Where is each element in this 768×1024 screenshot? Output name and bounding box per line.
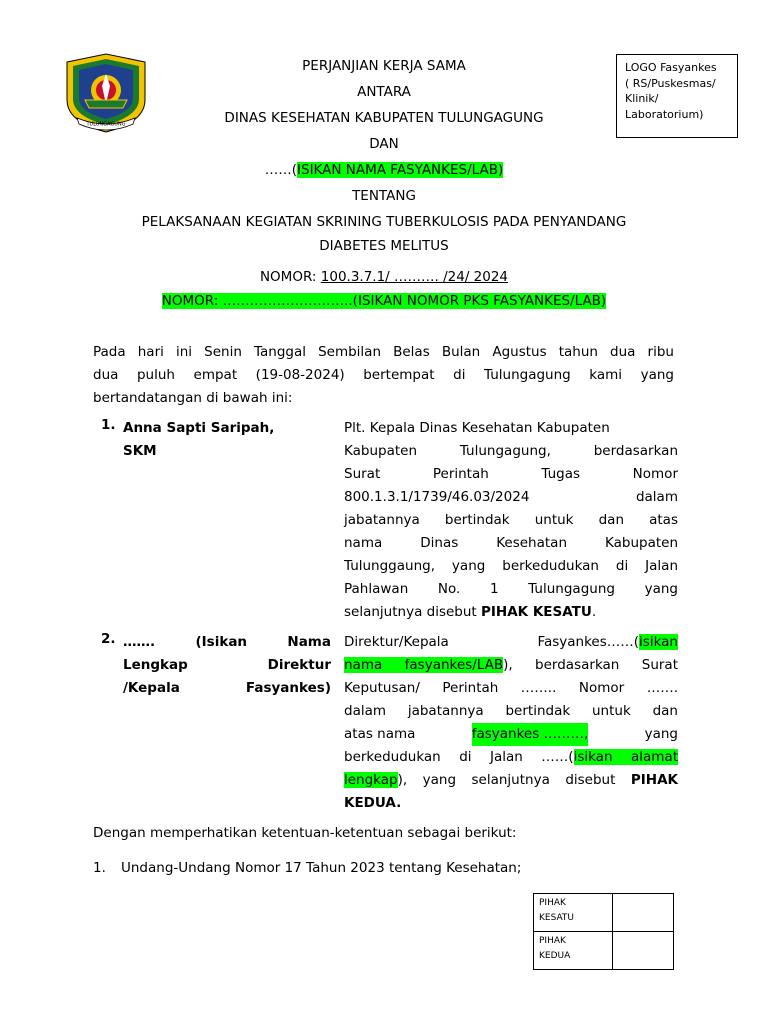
party2-name-line xyxy=(123,677,331,700)
title-fasyankes-prefix: ……( xyxy=(264,162,298,178)
initials-sign-cell[interactable] xyxy=(613,932,674,970)
title-antara: ANTARA xyxy=(357,84,411,100)
party1-description xyxy=(344,417,678,624)
title-fasyankes-highlight: ISIKAN NAMA FASYANKES/LAB) xyxy=(297,162,504,178)
party2-desc-line xyxy=(344,769,678,792)
initials-table xyxy=(533,893,674,970)
agreement-number-label: NOMOR: xyxy=(259,269,321,285)
party1-desc-word: Surat xyxy=(344,466,381,482)
party2-name-line xyxy=(123,654,331,677)
fasyankes-number xyxy=(0,290,768,313)
party2-name-word: (Isikan xyxy=(195,634,248,650)
party2-name-word: Direktur xyxy=(267,657,331,673)
initials-sign-cell[interactable] xyxy=(613,894,674,932)
party2-name xyxy=(123,631,331,700)
party1-desc-word: 800.1.3.1/1739/46.03/2024 xyxy=(344,489,530,505)
party2-desc-text: atas nama xyxy=(344,726,416,742)
party1-name-line: SKM xyxy=(123,443,157,459)
party1-desc-text: selanjutnya disebut xyxy=(344,604,481,620)
initials-label-line: KEDUA xyxy=(539,951,571,961)
party1-desc-line xyxy=(344,463,678,486)
initials-row-pihak-kedua xyxy=(534,932,674,970)
seal-ribbon-text: TULUNGAGUNG xyxy=(86,121,126,128)
title-subject-line2: DIABETES MELITUS xyxy=(319,238,449,254)
considerations-item-number: 1. xyxy=(93,860,106,876)
party2-number: 2. xyxy=(101,631,116,647)
party2-role: PIHAK xyxy=(630,772,678,788)
party2-desc-text: yang xyxy=(644,726,678,742)
party1-desc-line: nama Dinas Kesehatan Kabupaten xyxy=(344,535,678,551)
agreement-title: PERJANJIAN KERJA SAMA xyxy=(302,58,466,74)
party1-desc-word: Perintah xyxy=(432,466,489,482)
party2-desc-highlight: isikan xyxy=(639,634,678,650)
party2-desc-line: KEDUA. xyxy=(344,795,402,811)
logo-box-line: Klinik/ xyxy=(625,92,659,105)
considerations-item-text: Undang-Undang Nomor 17 Tahun 2023 tentang Kesehatan; xyxy=(121,860,522,876)
title-dinas: DINAS KESEHATAN KABUPATEN TULUNGAGUNG xyxy=(224,110,544,126)
party2-desc-text: Direktur/Kepala Fasyankes……( xyxy=(344,634,640,650)
party2-desc-highlight: nama fasyankes/LAB xyxy=(344,657,504,673)
party1-desc-word: Nomor xyxy=(632,466,678,482)
intro-line: dua puluh empat (19-08-2024) bertempat di Tulungagung kami yang xyxy=(93,367,674,383)
considerations-intro: Dengan memperhatikan ketentuan-ketentuan sebagai berikut: xyxy=(93,825,517,841)
initials-label-cell xyxy=(534,894,613,932)
title-dan: DAN xyxy=(369,136,399,152)
party1-number: 1. xyxy=(101,417,116,433)
title-tentang: TENTANG xyxy=(352,188,416,204)
party2-desc-line: dalam jabatannya bertindak untuk dan xyxy=(344,703,678,719)
party1-desc-text: . xyxy=(591,604,597,620)
logo-box-line: Laboratorium) xyxy=(625,107,704,121)
logo-box-line: ( RS/Puskesmas/ xyxy=(625,76,716,90)
agreement-number-value: 100.3.7.1/ ………. /24/ 2024 xyxy=(320,269,509,285)
party1-desc-line xyxy=(344,417,678,440)
party1-desc-word: Tugas xyxy=(541,466,581,482)
party1-desc-line: Tulunggaung, yang berkedudukan di Jalan xyxy=(344,558,678,574)
party2-desc-highlight: lengkap xyxy=(344,772,398,788)
intro-line: Pada hari ini Senin Tanggal Sembilan Belas Bulan Agustus tahun dua ribu xyxy=(93,344,674,360)
initials-label-line: PIHAK xyxy=(539,936,566,946)
initials-label-cell xyxy=(534,932,613,970)
party1-name xyxy=(123,417,333,463)
logo-box-line: LOGO Fasyankes xyxy=(625,61,717,74)
party2-desc-highlight: isikan alamat xyxy=(573,749,678,765)
party1-role: PIHAK KESATU xyxy=(481,604,592,620)
agreement-number xyxy=(0,266,768,289)
party2-desc-highlight: fasyankes ………, xyxy=(472,723,589,746)
party2-desc-line xyxy=(344,654,678,677)
initials-label-line: KESATU xyxy=(539,913,575,923)
party2-name-word: Lengkap xyxy=(123,657,188,673)
party2-desc-line xyxy=(344,631,678,654)
party1-desc-line: Kabupaten Tulungagung, berdasarkan xyxy=(344,443,678,459)
title-subject-line1: PELAKSANAAN KEGIATAN SKRINING TUBERKULOSIS PADA PENYANDANG xyxy=(141,214,627,230)
party1-name-line: Anna Sapti Saripah, xyxy=(123,420,275,436)
party2-desc-text: ), yang selanjutnya disebut xyxy=(397,772,631,788)
initials-label-line: PIHAK xyxy=(539,898,566,908)
party2-desc-line: Keputusan/ Perintah …….. Nomor ……. xyxy=(344,680,678,696)
party1-desc-line xyxy=(344,486,678,509)
party2-desc-line xyxy=(344,746,678,769)
party1-desc-line xyxy=(344,601,678,624)
party2-name-word: /Kepala xyxy=(123,680,180,696)
intro-paragraph xyxy=(93,341,674,410)
title-fasyankes-name xyxy=(0,159,768,182)
party2-name-word: ……. xyxy=(123,634,156,650)
party2-desc-line xyxy=(344,723,678,746)
party1-desc-text: Plt. Kepala Dinas Kesehatan Kabupaten xyxy=(344,420,610,436)
party2-name-line xyxy=(123,631,331,654)
party1-desc-line: Pahlawan No. 1 Tulungagung yang xyxy=(344,581,678,597)
party1-desc-line: jabatannya bertindak untuk dan atas xyxy=(344,512,678,528)
party1-desc-word: dalam xyxy=(635,489,678,505)
party2-description xyxy=(344,631,678,815)
party2-desc-text: ), berdasarkan Surat xyxy=(503,657,678,673)
party2-name-word: Fasyankes) xyxy=(245,680,331,696)
initials-row-pihak-kesatu xyxy=(534,894,674,932)
fasyankes-number-text: NOMOR: ………………………..(ISIKAN NOMOR PKS FASYANKES/LAB) xyxy=(161,293,607,309)
party2-name-word: Nama xyxy=(287,634,331,650)
intro-line: bertandatangan di bawah ini: xyxy=(93,390,293,406)
party2-desc-text: berkedudukan di Jalan ……( xyxy=(344,749,574,765)
